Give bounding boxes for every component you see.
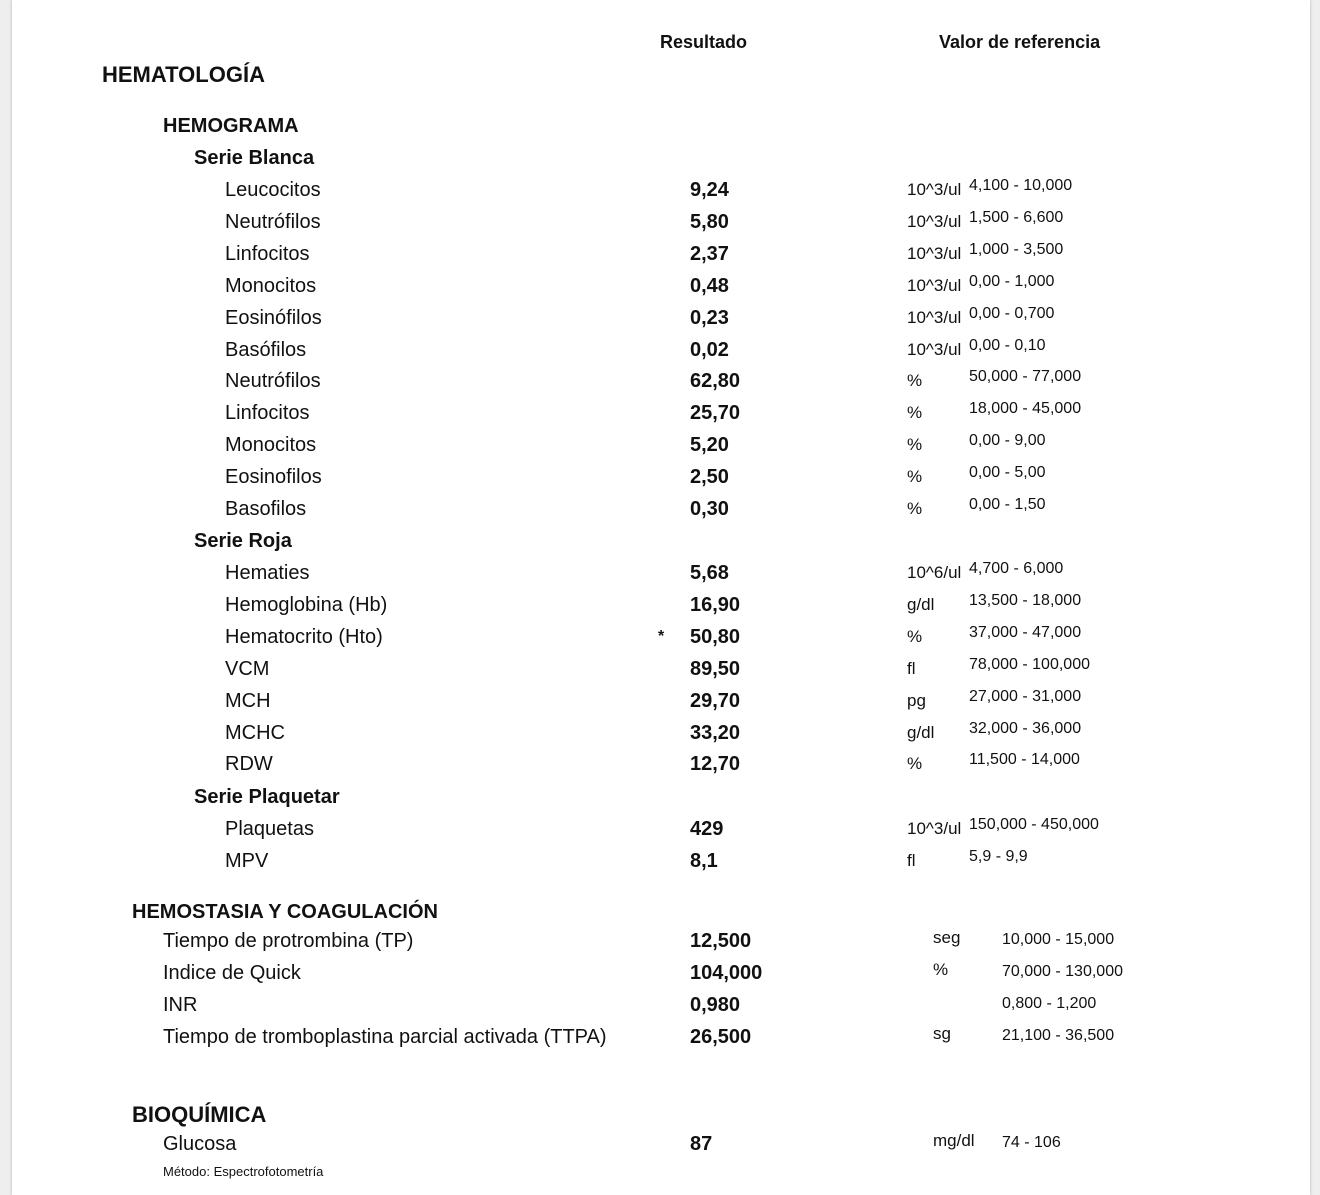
test-unit: 10^3/ul xyxy=(907,307,962,327)
test-name: Linfocitos xyxy=(225,402,310,425)
test-result-value: 33,20 xyxy=(690,721,741,744)
reference-range: 13,500 - 18,000 xyxy=(969,591,1082,609)
test-unit: % xyxy=(907,626,923,646)
test-unit: % xyxy=(907,435,923,455)
reference-range: 32,000 - 36,000 xyxy=(969,719,1082,737)
test-result-value: 16,90 xyxy=(690,593,741,616)
result-column-header: Resultado xyxy=(660,32,748,52)
test-unit: % xyxy=(907,754,923,774)
test-method-note: Método: Espectrofotometría xyxy=(163,1164,324,1179)
reference-range: 18,000 - 45,000 xyxy=(969,400,1082,418)
reference-range: 0,00 - 9,00 xyxy=(969,432,1046,450)
reference-range: 0,00 - 0,10 xyxy=(969,336,1046,354)
test-name: RDW xyxy=(225,753,273,776)
test-name: Hematocrito (Hto) xyxy=(225,625,383,648)
test-name: Leucocitos xyxy=(225,179,321,201)
test-result-value: 29,70 xyxy=(690,689,741,712)
test-name: Linfocitos xyxy=(225,242,310,265)
test-result-value: 25,70 xyxy=(690,402,741,425)
test-name: Monocitos xyxy=(225,274,317,297)
reference-range: 37,000 - 47,000 xyxy=(969,623,1082,641)
reference-range: 4,100 - 10,000 xyxy=(969,177,1073,194)
test-result-value: 5,20 xyxy=(690,434,729,457)
section-title-hematologia: HEMATOLOGÍA xyxy=(102,62,265,87)
test-unit: % xyxy=(907,499,923,518)
test-name: Hematies xyxy=(225,562,310,584)
test-name: Basófilos xyxy=(225,338,307,361)
test-name: Tiempo de tromboplastina parcial activada (TTPA) xyxy=(163,1025,607,1048)
test-name: Monocitos xyxy=(225,434,317,457)
test-unit: fl xyxy=(907,658,916,678)
test-result-value: 50,80 xyxy=(690,625,741,648)
test-result-value: 0,23 xyxy=(690,306,729,329)
group-title-serie-plaquetar: Serie Plaquetar xyxy=(194,786,340,808)
group-title-serie-blanca: Serie Blanca xyxy=(194,147,315,169)
reference-range: 150,000 - 450,000 xyxy=(969,816,1099,833)
subsection-title-hemograma: HEMOGRAMA xyxy=(163,115,299,137)
test-name: Hemoglobina (Hb) xyxy=(225,593,388,616)
test-unit: seg xyxy=(933,928,961,947)
test-name: Tiempo de protrombina (TP) xyxy=(163,930,414,952)
test-unit: 10^6/ul xyxy=(907,563,962,582)
test-unit: g/dl xyxy=(907,722,935,742)
test-name: Basofilos xyxy=(225,498,307,520)
test-name: MCH xyxy=(225,689,271,712)
reference-range: 1,500 - 6,600 xyxy=(969,208,1064,226)
test-unit: 10^3/ul xyxy=(907,211,962,231)
reference-column-header: Valor de referencia xyxy=(939,32,1101,52)
test-result-value: 87 xyxy=(690,1133,713,1155)
test-name: Indice de Quick xyxy=(163,961,301,984)
test-name: Eosinófilos xyxy=(225,306,322,329)
test-result-value: 12,500 xyxy=(690,930,752,952)
test-unit: % xyxy=(907,371,923,391)
test-unit: fl xyxy=(907,850,916,870)
section-title-bioquimica: BIOQUÍMICA xyxy=(132,1102,267,1127)
test-name: Eosinofilos xyxy=(225,466,322,489)
abnormal-flag: * xyxy=(658,627,665,645)
test-unit: % xyxy=(907,467,923,487)
test-name: Neutrófilos xyxy=(225,370,321,393)
test-result-value: 429 xyxy=(690,818,724,840)
test-unit: mg/dl xyxy=(933,1131,975,1150)
test-result-value: 104,000 xyxy=(690,961,763,984)
test-result-value: 5,68 xyxy=(690,562,729,584)
test-name: Plaquetas xyxy=(225,818,314,840)
reference-range: 27,000 - 31,000 xyxy=(969,687,1082,705)
test-unit: 10^3/ul xyxy=(907,180,962,199)
test-result-value: 2,37 xyxy=(690,242,729,265)
test-result-value: 62,80 xyxy=(690,370,741,393)
test-name: VCM xyxy=(225,657,270,680)
reference-range: 0,800 - 1,200 xyxy=(1002,994,1097,1012)
test-unit: pg xyxy=(907,690,926,710)
reference-range: 10,000 - 15,000 xyxy=(1002,931,1115,948)
test-unit: % xyxy=(907,403,923,423)
test-unit: % xyxy=(933,959,949,979)
lab-report-page xyxy=(12,0,1310,1195)
section-title-hemostasia: HEMOSTASIA Y COAGULACIÓN xyxy=(132,901,438,923)
test-name: Neutrófilos xyxy=(225,210,321,233)
test-name: INR xyxy=(163,993,198,1016)
test-result-value: 5,80 xyxy=(690,210,729,233)
reference-range: 70,000 - 130,000 xyxy=(1002,962,1123,980)
reference-range: 0,00 - 1,50 xyxy=(969,496,1046,513)
reference-range: 11,500 - 14,000 xyxy=(969,751,1080,769)
test-result-value: 12,70 xyxy=(690,753,741,776)
reference-range: 5,9 - 9,9 xyxy=(969,847,1028,865)
test-result-value: 0,30 xyxy=(690,498,729,520)
test-unit: sg xyxy=(933,1023,951,1043)
test-result-value: 2,50 xyxy=(690,466,729,489)
reference-range: 1,000 - 3,500 xyxy=(969,240,1064,258)
reference-range: 74 - 106 xyxy=(1002,1134,1061,1151)
reference-range: 21,100 - 36,500 xyxy=(1002,1026,1115,1044)
test-result-value: 0,980 xyxy=(690,993,741,1016)
group-title-serie-roja: Serie Roja xyxy=(194,530,292,552)
reference-range: 4,700 - 6,000 xyxy=(969,560,1064,577)
reference-range: 0,00 - 5,00 xyxy=(969,464,1046,482)
reference-range: 78,000 - 100,000 xyxy=(969,655,1090,673)
test-result-value: 26,500 xyxy=(690,1025,752,1048)
test-result-value: 9,24 xyxy=(690,179,729,201)
test-unit: 10^3/ul xyxy=(907,243,962,263)
reference-range: 0,00 - 1,000 xyxy=(969,272,1055,290)
test-name: MPV xyxy=(225,849,269,872)
test-result-value: 0,48 xyxy=(690,274,729,297)
reference-range: 0,00 - 0,700 xyxy=(969,304,1055,322)
test-unit: g/dl xyxy=(907,594,935,614)
test-name: Glucosa xyxy=(163,1133,237,1155)
test-result-value: 89,50 xyxy=(690,657,741,680)
reference-range: 50,000 - 77,000 xyxy=(969,368,1082,386)
test-name: MCHC xyxy=(225,721,285,744)
test-result-value: 8,1 xyxy=(690,849,718,872)
test-unit: 10^3/ul xyxy=(907,275,962,295)
test-unit: 10^3/ul xyxy=(907,339,962,359)
test-result-value: 0,02 xyxy=(690,338,729,361)
test-unit: 10^3/ul xyxy=(907,819,962,838)
